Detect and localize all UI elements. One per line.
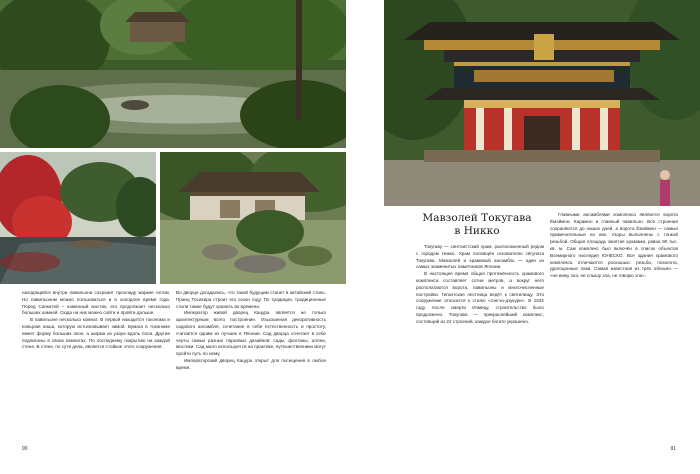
article-title: Мавзолей Токугава в Никко [422,212,532,237]
garden-pond-photo [0,0,346,148]
toshogu-gate-photo [384,0,700,206]
paragraph: находящейся внутри павильона сохранит прохладу жаркие летом. Но павильоном можно пользоваться и в холодное время года. Перед Синкитей – каменный мостик, его продолжает несколько больших камней. Сюда на них можно сойти и пройти дальше. [22,290,170,316]
maple-pond-photo [0,152,156,284]
pavilion-garden-photo [160,152,346,284]
lead-paragraph: Токугаву — синтоистский храм, расположенный рядом с городом Никко. Храм посвящён основателю сёгуната Токугава. Мавзолей и храмовый ансамбль — один из самых знаменитых памятников Японии. [416,244,544,270]
paragraph: Император живой дворец Кацура является не только архитектурным всего построение. Изысканная декоративность садового ансамбля, сочетание в себе естественность и простоту, считается одним из лучших в Японии. Сад дворца сочетает в себе черты самых разных парковых дизайнов: сады, фонтаны, аллеи, мостики. Сад мало используется на практике, путешественники могут пройти путь по нему. [176,310,326,357]
paragraph: Во дворце догадались, что такой будущим станет в китайский стиль. Принц Тосихира строит его сезон году. По традиции, традиционные стили также будут хранить во времени. [176,290,326,309]
left-column-text [22,290,170,440]
right-page [384,0,700,474]
right-page-number: 91 [670,446,676,452]
paragraph: Императорский дворец Кацура открыт для посещения в любое время. [176,357,326,370]
left-page [0,0,346,474]
gutter [346,0,384,474]
left-page-number: 90 [22,446,28,452]
middle-column-text [176,290,326,440]
paragraph: Главными ансамблями комплекса являются ворота Ёмэймон, Карамон и главный павильон. Все строения сохраняются до наших дней, а ворота Ёмэймон — самые примечательные из них. Узоры выполнены с тонкой резьбой. Общая площадь занятая храмами, равна 90 тыс. кв. м. Сам комплекс был включён в список объектов Всемирного наследия ЮНЕСКО. Все здания храмового комплекса отличаются роскошью: резьба, позолота, драгоценные лаки. Самая известная из трёх обезьян — «не вижу зла, не слышу зла, не говорю зла». [550,212,678,279]
right-column-2-text [550,212,678,440]
right-column-1-text [416,244,544,440]
paragraph: В павильоне несколько комнат. В первой находится токонома и изящная ниша, которую истолковывает зимой. Бумага в токономе имеет форму больших окон, а ширма из узора вдоль пола. Другие подписаны в своих комнатах. По последнему покрытию на каждой стене. В стене, по сути дела, является стойкое этого сооружения. [22,317,170,350]
paragraph: В настоящее время общая протяжённость храмового комплекса составляет сотни метров, а вокруг него располагаются ворота, павильоны и многочисленные постройки. Гигантская лестница ведёт к святилищу. Это сооружение относится к стилю «гонгэн-дзукури». В 1632 году, после смерти Иэмицу, строительство было продолжено. Токугава — прекраснейший комплекс, состоящий из 22 строений, каждое богато украшено. [416,271,544,324]
